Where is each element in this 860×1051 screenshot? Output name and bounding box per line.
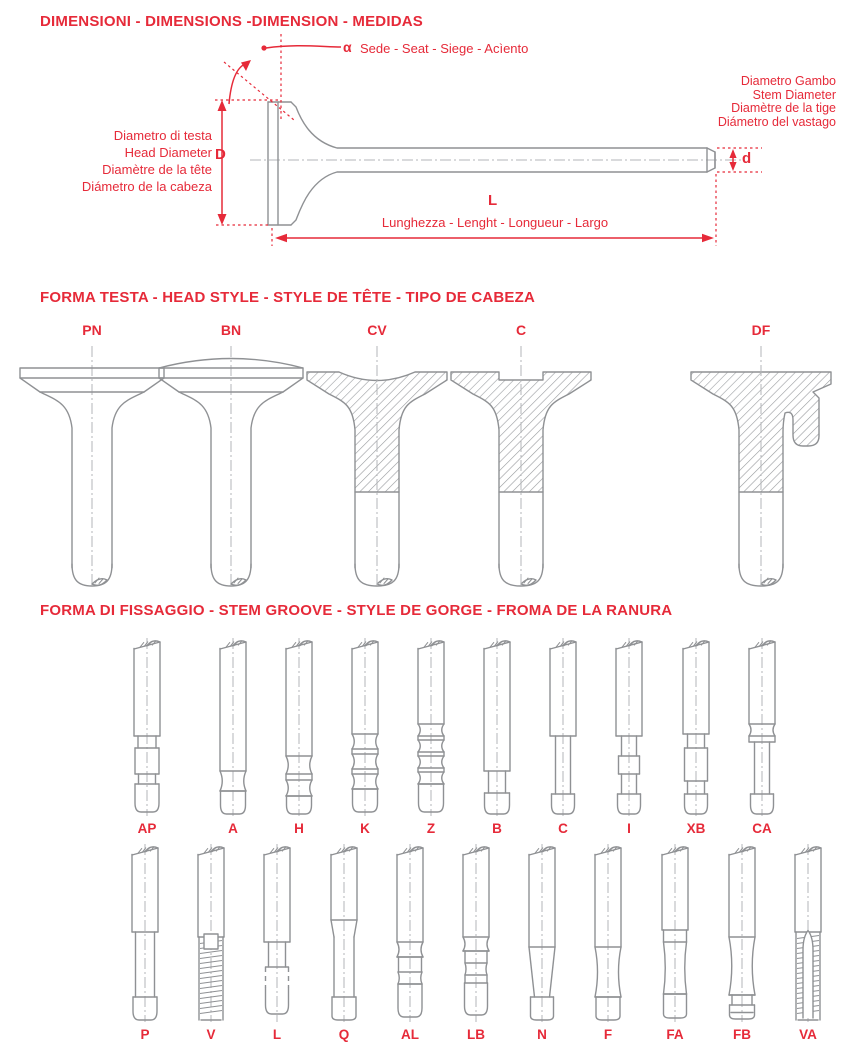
head-style-df-drawing	[681, 342, 841, 592]
stem-groove-lb	[449, 842, 503, 1042]
stem-groove-al-label: AL	[401, 1027, 419, 1042]
stem-groove-lb-label: LB	[467, 1027, 485, 1042]
seat-angle-label: Sede - Seat - Siege - Acìento	[360, 41, 529, 56]
stem-groove-n	[515, 842, 569, 1042]
stem-groove-k-label: K	[360, 821, 370, 836]
head-style-c-label: C	[515, 322, 527, 338]
stem-groove-q	[317, 842, 371, 1042]
stem-groove-k	[338, 636, 392, 836]
stem-groove-fa-drawing	[648, 842, 702, 1024]
length-symbol: L	[488, 192, 498, 209]
stem-groove-z	[404, 636, 458, 836]
stem-groove-b-drawing	[470, 636, 524, 818]
stem-groove-k-drawing	[338, 636, 392, 818]
head-style-bn-drawing	[151, 342, 311, 592]
stem-groove-c	[536, 636, 590, 836]
stem-groove-c-label: C	[558, 821, 568, 836]
stem-groove-al	[383, 842, 437, 1042]
stem-groove-fa	[648, 842, 702, 1042]
stem-diameter-label: Diametro Gambo Stem Diameter Diamètre de la tige Diámetro del vastago	[717, 74, 836, 129]
stem-groove-va	[781, 842, 835, 1042]
head-style-df-label: DF	[751, 322, 771, 338]
stem-groove-lb-drawing	[449, 842, 503, 1024]
stem-groove-ap-label: AP	[137, 821, 157, 836]
head-diameter-symbol: D	[215, 146, 226, 163]
stem-diameter-symbol: d	[742, 150, 752, 167]
stem-groove-z-label: Z	[426, 821, 436, 836]
seat-angle-symbol: α	[343, 39, 352, 55]
stem-groove-v	[184, 842, 238, 1042]
stem-groove-ca-label: CA	[752, 821, 772, 836]
head-style-c	[441, 322, 601, 592]
stem-groove-l	[250, 842, 304, 1042]
stem-groove-i-label: I	[627, 821, 631, 836]
stem-groove-f	[581, 842, 635, 1042]
stem-groove-xb-drawing	[669, 636, 723, 818]
stem-groove-i	[602, 636, 656, 836]
stem-groove-p-drawing	[118, 842, 172, 1024]
stem-groove-n-label: N	[537, 1027, 547, 1042]
stem-groove-h	[272, 636, 326, 836]
stem-groove-fb	[715, 842, 769, 1042]
head-style-df	[681, 322, 841, 592]
stem-groove-row1	[0, 636, 860, 838]
stem-groove-ca-drawing	[735, 636, 789, 818]
head-style-cv-drawing	[297, 342, 457, 592]
stem-groove-i-drawing	[602, 636, 656, 818]
head-style-cv-label: CV	[367, 322, 387, 338]
stem-groove-fb-drawing	[715, 842, 769, 1024]
stem-groove-f-label: F	[603, 1027, 613, 1042]
stem-groove-xb	[669, 636, 723, 836]
stem-groove-al-drawing	[383, 842, 437, 1024]
stem-groove-h-label: H	[294, 821, 304, 836]
stem-groove-b-label: B	[492, 821, 502, 836]
head-style-pn-label: PN	[82, 322, 102, 338]
stem-groove-ca	[735, 636, 789, 836]
stem-groove-q-drawing	[317, 842, 371, 1024]
stem-groove-row2	[0, 842, 860, 1044]
length-label: Lunghezza - Lenght - Longueur - Largo	[381, 215, 609, 230]
section-title-dimensions: DIMENSIONI - DIMENSIONS -DIMENSION - MEDIDAS	[40, 13, 423, 30]
head-style-cv	[297, 322, 457, 592]
head-style-pn-drawing	[12, 342, 172, 592]
stem-groove-ap-drawing	[120, 636, 174, 818]
stem-groove-v-label: V	[206, 1027, 216, 1042]
section-title-stem-groove: FORMA DI FISSAGGIO - STEM GROOVE - STYLE DE GORGE - FROMA DE LA RANURA	[40, 602, 673, 619]
stem-groove-v-drawing	[184, 842, 238, 1024]
stem-groove-a	[206, 636, 260, 836]
stem-groove-va-label: VA	[799, 1027, 817, 1042]
stem-groove-f-drawing	[581, 842, 635, 1024]
stem-groove-ap	[120, 636, 174, 836]
stem-groove-h-drawing	[272, 636, 326, 818]
stem-groove-fb-label: FB	[733, 1027, 751, 1042]
stem-groove-c-drawing	[536, 636, 590, 818]
stem-groove-va-drawing	[781, 842, 835, 1024]
stem-groove-p-label: P	[140, 1027, 150, 1042]
stem-groove-p	[118, 842, 172, 1042]
head-style-pn	[12, 322, 172, 592]
head-diameter-label: Diametro di testa Head Diameter Diamètre de la tête Diámetro de la cabeza	[81, 128, 212, 194]
stem-groove-l-label: L	[272, 1027, 282, 1042]
stem-groove-b	[470, 636, 524, 836]
stem-groove-l-drawing	[250, 842, 304, 1024]
stem-groove-fa-label: FA	[666, 1027, 684, 1042]
stem-groove-xb-label: XB	[686, 821, 706, 836]
stem-groove-z-drawing	[404, 636, 458, 818]
head-style-bn-label: BN	[220, 322, 242, 338]
stem-groove-n-drawing	[515, 842, 569, 1024]
section-title-head-style: FORMA TESTA - HEAD STYLE - STYLE DE TÊTE - TIPO DE CABEZA	[40, 289, 536, 306]
head-style-bn	[151, 322, 311, 592]
stem-groove-a-drawing	[206, 636, 260, 818]
head-style-c-drawing	[441, 342, 601, 592]
stem-groove-q-label: Q	[338, 1027, 350, 1042]
stem-groove-a-label: A	[228, 821, 238, 836]
